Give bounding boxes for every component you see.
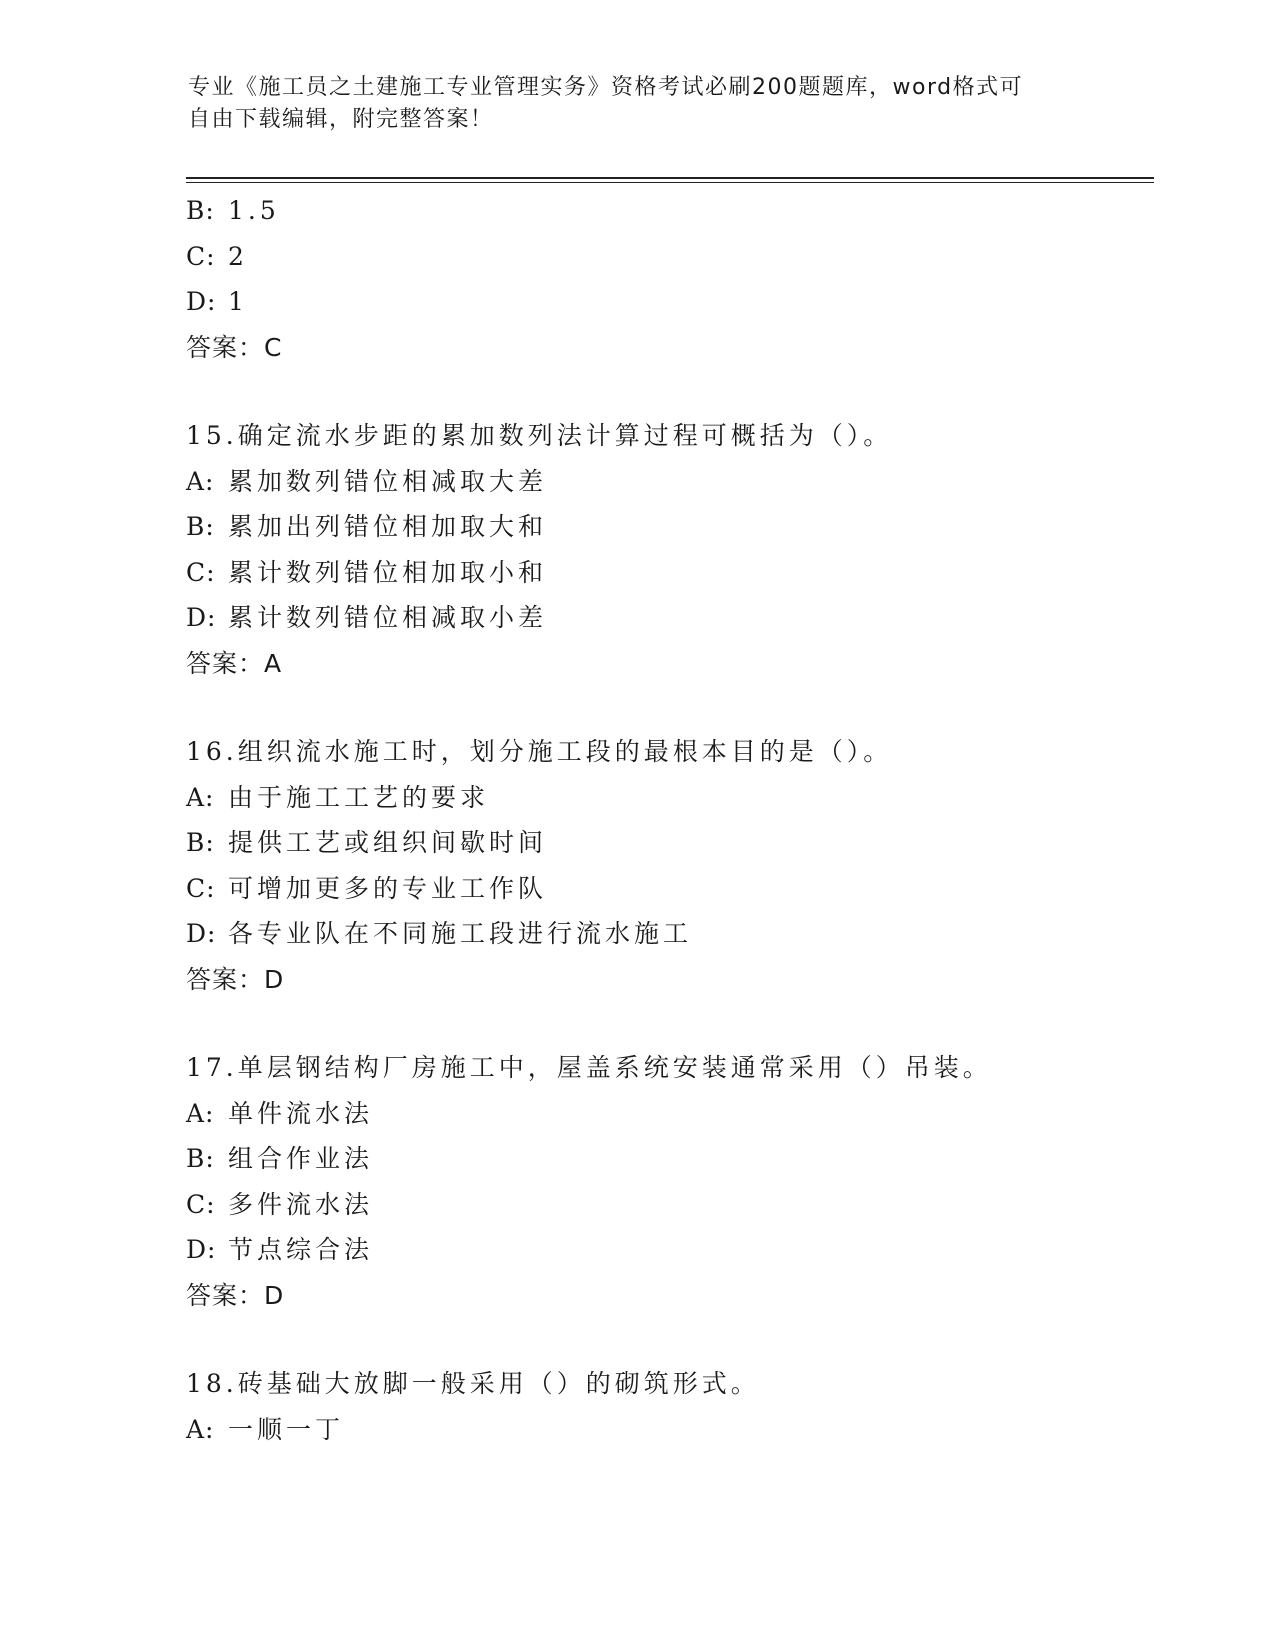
option-item: A: 由于施工工艺的要求	[186, 782, 490, 812]
question-stem: 17.单层钢结构厂房施工中，屋盖系统安装通常采用（）吊装。	[186, 1053, 992, 1082]
answer-line: 答案：C	[186, 332, 283, 362]
option-item: B: 提供工艺或组织间歇时间	[186, 828, 548, 857]
option-item: B: 累加出列错位相加取大和	[186, 512, 548, 541]
option-item: A: 单件流水法	[186, 1098, 374, 1128]
header-line-1: 专业《施工员之土建施工专业管理实务》资格考试必刷200题题库，word格式可	[188, 75, 1024, 100]
option-item: A: 一顺一丁	[186, 1414, 345, 1444]
answer-line: 答案：A	[186, 648, 283, 678]
header-line-2: 自由下载编辑，附完整答案！	[188, 107, 494, 132]
header-rule-thin	[186, 182, 1154, 183]
option-item: C: 可增加更多的专业工作队	[186, 873, 548, 903]
question-stem: 15.确定流水步距的累加数列法计算过程可概括为（）。	[186, 421, 893, 450]
option-item: B: 组合作业法	[186, 1144, 374, 1173]
option-item: D: 累计数列错位相减取小差	[186, 603, 548, 632]
option-item: C: 2	[186, 241, 248, 271]
answer-line: 答案：D	[186, 1280, 285, 1310]
option-item: D: 节点综合法	[186, 1235, 374, 1264]
option-item: D: 1	[186, 287, 248, 316]
question-list	[186, 188, 1146, 1452]
question-stem: 16.组织流水施工时，划分施工段的最根本目的是（）。	[186, 737, 893, 766]
header-rule-thick	[186, 177, 1154, 179]
option-item: C: 累计数列错位相加取小和	[186, 557, 548, 587]
question-stem: 18.砖基础大放脚一般采用（）的砌筑形式。	[186, 1369, 760, 1398]
answer-line: 答案：D	[186, 964, 285, 994]
option-item: D: 各专业队在不同施工段进行流水施工	[186, 919, 693, 948]
option-item: A: 累加数列错位相减取大差	[186, 466, 548, 496]
option-item: C: 多件流水法	[186, 1189, 374, 1219]
document-header	[188, 72, 1088, 136]
option-item: B: 1.5	[186, 196, 280, 225]
